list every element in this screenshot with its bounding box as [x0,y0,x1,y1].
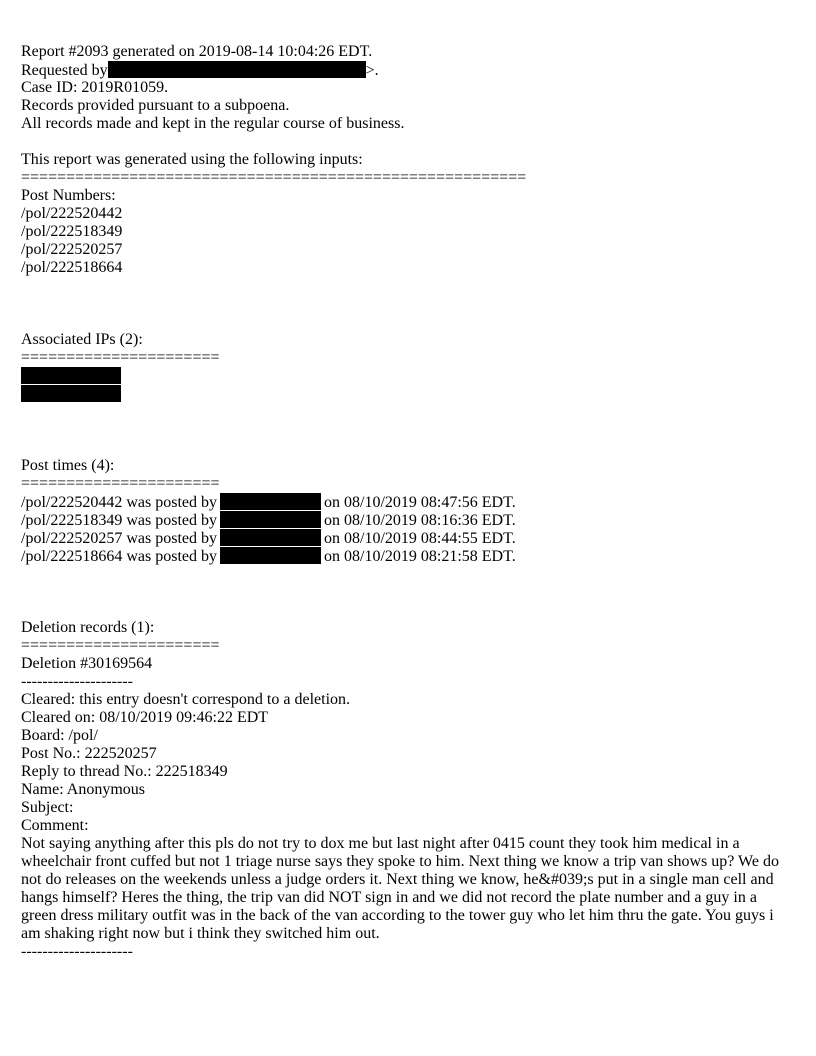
associated-ips-heading: Associated IPs (2): [21,331,143,348]
report-document [21,43,801,961]
deletion-title: Deletion #30169564 [21,655,153,672]
inputs-rule: ======================================================== [21,169,527,186]
report-line: Report #2093 generated on 2019-08-14 10:04:26 EDT. [21,43,373,60]
redaction-block [220,511,321,528]
post-time-label: /pol/222520257 was posted by [21,530,217,547]
post-number-item: /pol/222518664 [21,259,123,276]
redaction-block [220,547,321,564]
post-numbers-heading: Post Numbers: [21,187,116,204]
redacted-ip-1 [21,367,121,384]
deletion-reply-to: Reply to thread No.: 222518349 [21,763,228,780]
associated-ips-rule: ====================== [21,349,220,366]
deletion-end-rule: --------------------- [21,943,133,960]
post-time-label: /pol/222518664 was posted by [21,548,217,565]
post-time-value: on 08/10/2019 08:44:55 EDT. [324,530,516,547]
deletion-comment-text: Not saying anything after this pls do not try to dox me but last night after 0415 count they took him medical in a wheelchair front cuffed but not 1 triage nurse says they spoke to him. Next thing we know a trip van shows up? We do not do releases on the weekends unless a judge orders it. Next thing we know, he&#039;s put in a single man cell and hangs himself? Heres the thing, the trip van did NOT sign in and we did not record the plate number and a guy in a green dress military outfit was in the back of the van according to the tower guy who let him thru the gate. You guys i am shaking right now but i think they switched him out. [21,835,779,942]
case-id: Case ID: 2019R01059. [21,79,169,96]
post-time-row [21,529,801,547]
post-time-row [21,493,801,511]
post-times-rule: ====================== [21,475,220,492]
deletion-dash-rule: --------------------- [21,673,133,690]
redaction-block [220,493,321,510]
post-number-item: /pol/222520257 [21,241,123,258]
post-times-heading: Post times (4): [21,457,115,474]
deletion-cleared: Cleared: this entry doesn't correspond to a deletion. [21,691,351,708]
post-time-value: on 08/10/2019 08:16:36 EDT. [324,512,516,529]
deletion-cleared-on: Cleared on: 08/10/2019 09:46:22 EDT [21,709,269,726]
deletion-subject: Subject: [21,799,74,816]
business-records-notice: All records made and kept in the regular course of business. [21,115,405,132]
redacted-ip-2 [21,385,121,402]
post-time-label: /pol/222518349 was posted by [21,512,217,529]
deletion-post-no: Post No.: 222520257 [21,745,157,762]
deletion-board: Board: /pol/ [21,727,98,744]
post-time-row [21,511,801,529]
deletion-records-heading: Deletion records (1): [21,619,155,636]
subpoena-notice: Records provided pursuant to a subpoena. [21,97,290,114]
post-number-item: /pol/222518349 [21,223,123,240]
inputs-heading: This report was generated using the following inputs: [21,151,363,168]
deletion-name: Name: Anonymous [21,781,145,798]
deletion-comment-label: Comment: [21,817,89,834]
post-time-value: on 08/10/2019 08:21:58 EDT. [324,548,516,565]
post-time-value: on 08/10/2019 08:47:56 EDT. [324,494,516,511]
post-number-item: /pol/222520442 [21,205,123,222]
requested-by-suffix: >. [365,62,379,79]
requested-by-line [21,61,801,79]
redaction-block [108,61,366,78]
requested-by-label: Requested by [21,62,108,79]
redaction-block [220,529,321,546]
post-time-row [21,547,801,565]
post-time-label: /pol/222520442 was posted by [21,494,217,511]
deletion-records-rule: ====================== [21,637,220,654]
